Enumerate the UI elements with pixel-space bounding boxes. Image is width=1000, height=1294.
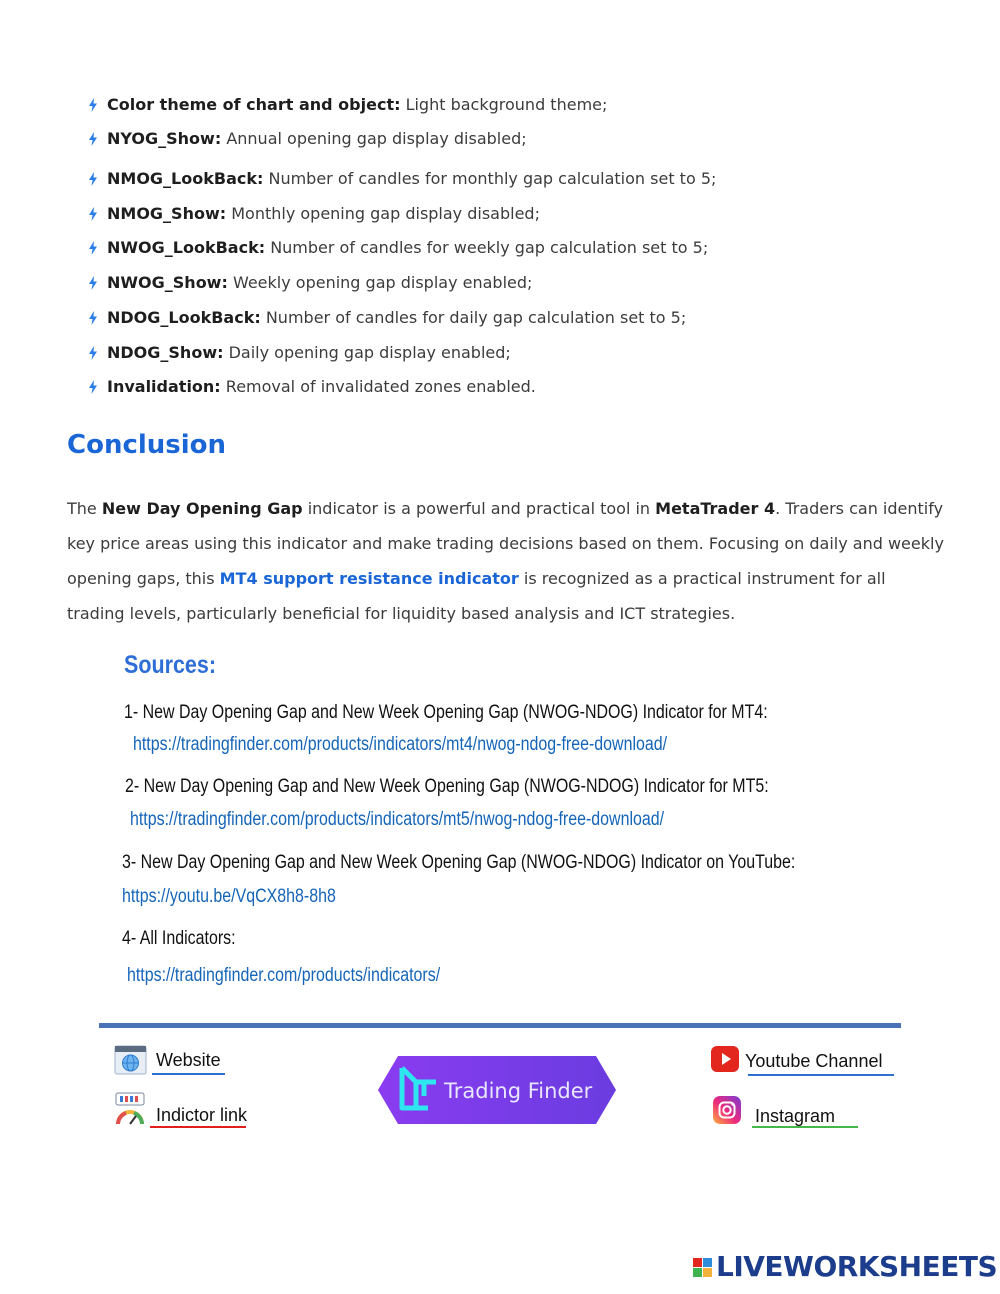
bullet-text: Daily opening gap display enabled; <box>223 343 511 362</box>
logo-text: Trading Finder <box>444 1079 593 1103</box>
bullet-text: Annual opening gap display disabled; <box>221 129 527 148</box>
support-resistance-link[interactable]: MT4 support resistance indicator <box>219 569 519 588</box>
paragraph-text: is recognized as a practical instrument for all trading levels, particularly beneficial for liquidity based analysis and ICT strategies. <box>67 569 886 623</box>
youtube-channel-link[interactable]: Youtube Channel <box>745 1051 883 1071</box>
bullet-label: NYOG_Show: <box>107 129 222 148</box>
website-link[interactable]: Website <box>156 1050 221 1070</box>
bullet-label: NMOG_Show: <box>107 204 227 223</box>
bullet-label: NWOG_LookBack: <box>107 238 266 257</box>
source-link[interactable]: https://tradingfinder.com/products/indicators/mt4/nwog-ndog-free-download/ <box>133 734 668 755</box>
gauge-icon <box>114 1092 146 1126</box>
liveworksheets-watermark: LIVEWORKSHEETS <box>716 1250 998 1283</box>
paragraph-text: indicator is a powerful and practical tool in <box>302 499 656 518</box>
bullet-text: Weekly opening gap display enabled; <box>227 273 533 292</box>
website-underline <box>152 1073 225 1075</box>
bullet-label: Color theme of chart and object: <box>107 95 401 114</box>
sources-heading: Sources: <box>124 651 217 679</box>
bullet-text: Number of candles for weekly gap calculation set to 5; <box>265 238 709 257</box>
youtube-icon <box>710 1045 740 1073</box>
bullet-text: Number of candles for daily gap calculation set to 5; <box>260 308 687 327</box>
instagram-underline <box>752 1126 858 1128</box>
lightning-bolt-icon <box>88 276 98 290</box>
lightning-bolt-icon <box>88 346 98 360</box>
footer-divider <box>99 1023 901 1028</box>
bullet-text: Light background theme; <box>400 95 608 114</box>
source-title: 1- New Day Opening Gap and New Week Opening Gap (NWOG-NDOG) Indicator for MT4: <box>124 702 768 723</box>
paragraph-text: . Traders can identify key price areas using this indicator and make trading decisions based on them. Focusing on daily and weekly opening gaps, this <box>67 499 944 588</box>
bullet-label: NWOG_Show: <box>107 273 228 292</box>
lightning-bolt-icon <box>88 241 98 255</box>
bullet-text: Removal of invalidated zones enabled. <box>220 377 536 396</box>
paragraph-bold: MetaTrader 4 <box>655 499 776 518</box>
source-title: 2- New Day Opening Gap and New Week Opening Gap (NWOG-NDOG) Indicator for MT5: <box>125 776 769 797</box>
trading-finder-logo[interactable] <box>376 1054 618 1126</box>
source-link[interactable]: https://tradingfinder.com/products/indicators/ <box>127 965 441 986</box>
source-title: 3- New Day Opening Gap and New Week Opening Gap (NWOG-NDOG) Indicator on YouTube: <box>122 852 796 873</box>
paragraph-text: The <box>67 499 102 518</box>
bullet-label: NDOG_Show: <box>107 343 224 362</box>
paragraph-bold: New Day Opening Gap <box>101 499 303 518</box>
instagram-icon <box>712 1095 742 1125</box>
bullet-text: Number of candles for monthly gap calculation set to 5; <box>263 169 717 188</box>
lightning-bolt-icon <box>88 311 98 325</box>
lightning-bolt-icon <box>88 207 98 221</box>
bullet-label: Invalidation: <box>107 377 221 396</box>
lightning-bolt-icon <box>88 132 98 146</box>
bullet-label: NDOG_LookBack: <box>107 308 261 327</box>
liveworksheets-logo-icon <box>692 1250 714 1286</box>
instagram-link[interactable]: Instagram <box>755 1106 836 1126</box>
lightning-bolt-icon <box>88 98 98 112</box>
youtube-underline <box>748 1074 894 1076</box>
conclusion-paragraph <box>67 491 947 631</box>
source-link[interactable]: https://youtu.be/VqCX8h8-8h8 <box>122 886 336 907</box>
indicator-link[interactable]: Indictor link <box>156 1105 248 1125</box>
source-link[interactable]: https://tradingfinder.com/products/indicators/mt5/nwog-ndog-free-download/ <box>130 809 665 830</box>
bullet-text: Monthly opening gap display disabled; <box>226 204 540 223</box>
bullet-label: NMOG_LookBack: <box>107 169 264 188</box>
lightning-bolt-icon <box>88 380 98 394</box>
indicator-underline <box>150 1126 246 1128</box>
lightning-bolt-icon <box>88 172 98 186</box>
source-title: 4- All Indicators: <box>122 928 236 949</box>
website-globe-icon <box>114 1045 147 1075</box>
conclusion-heading: Conclusion <box>67 430 227 460</box>
